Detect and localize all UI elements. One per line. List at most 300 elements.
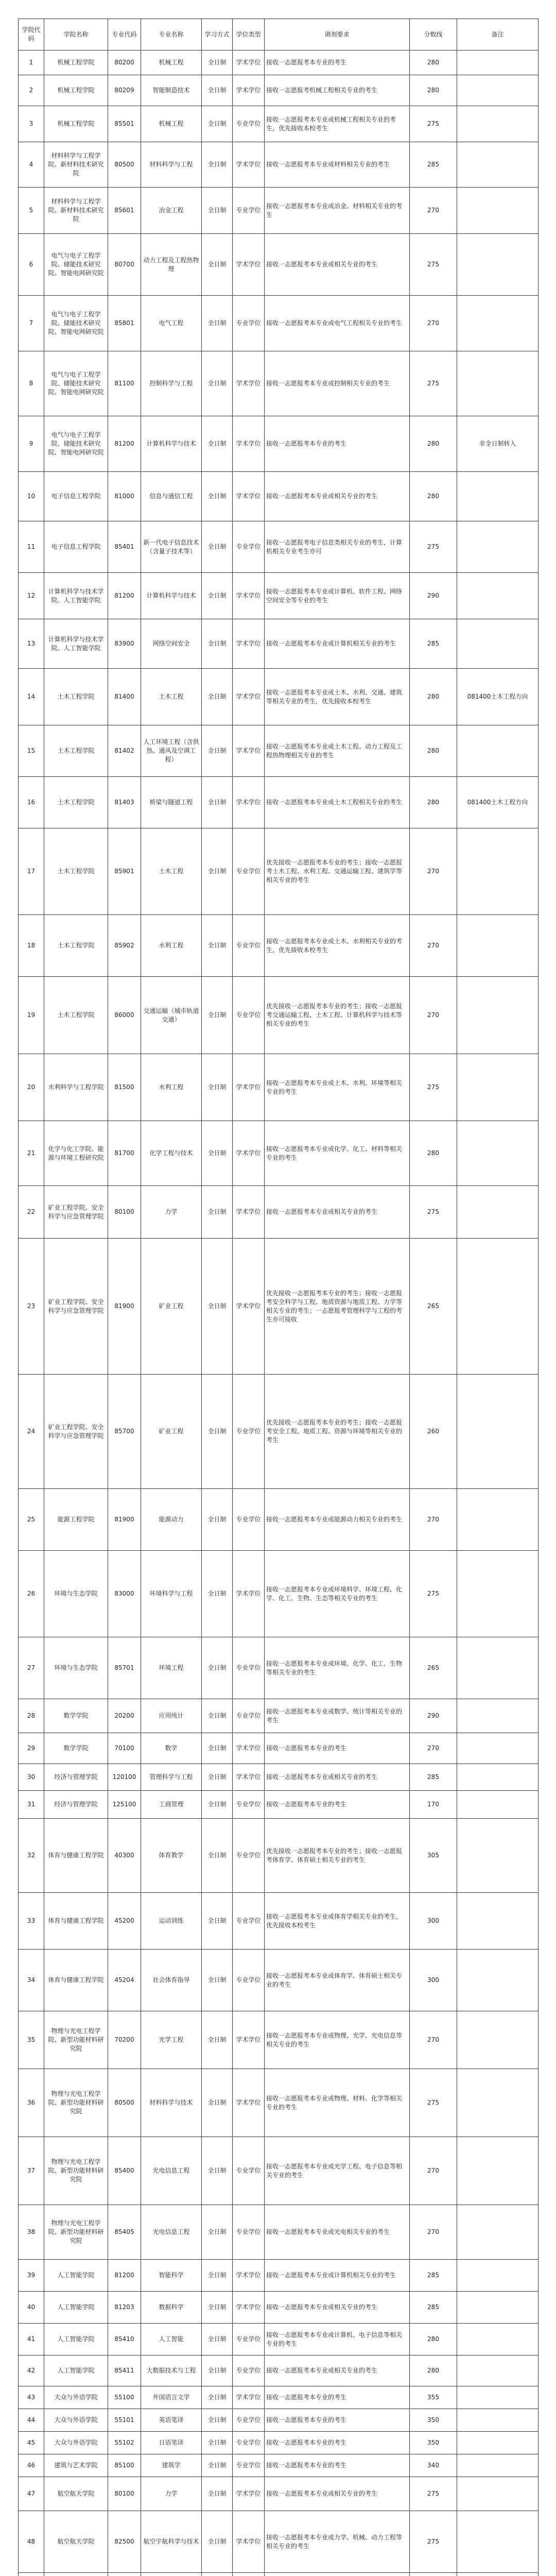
table-row [19,1733,538,1764]
cell-score-line: 260 [410,1375,457,1489]
cell-major-name: 控制科学与工程 [141,351,202,416]
cell-college-name: 土木工程学院 [44,977,108,1054]
cell-college-code: 3 [19,106,44,142]
cell-degree-type: 学术学位 [233,472,265,521]
cell-major-name: 材料科学与工程 [141,142,202,188]
cell-score-line: 275 [410,521,457,573]
cell-degree-type: 专业学位 [233,1489,265,1551]
cell-college-code: 35 [19,2011,44,2069]
cell-college-name: 矿业工程学院、安全科学与应急管理学院 [44,1375,108,1489]
cell-college-name: 化学与化工学院、能源与环境工程研究院 [44,1121,108,1186]
cell-major-name: 冶金工程 [141,188,202,234]
cell-study-mode: 全日制 [202,50,233,75]
cell-degree-type: 学术学位 [233,2069,265,2137]
cell-major-code: 85401 [108,521,141,573]
cell-major-name: 水利工程 [141,915,202,977]
cell-degree-type: 学术学位 [233,669,265,725]
cell-major-code: 80700 [108,234,141,296]
cell-study-mode: 全日制 [202,416,233,472]
cell-requirements: 接收一志愿报考本专业或物理、材料、化学等相关专业的考生 [265,2069,410,2137]
cell-college-name: 环境与生态学院 [44,1551,108,1637]
cell-degree-type: 专业学位 [233,828,265,915]
cell-score-line: 280 [410,50,457,75]
cell-major-name: 日语笔译 [141,2432,202,2454]
cell-major-code: 83900 [108,619,141,669]
cell-college-code: 40 [19,2292,44,2324]
cell-study-mode: 全日制 [202,521,233,573]
cell-notes [457,2454,538,2477]
cell-college-name: 数学学院 [44,1699,108,1733]
cell-major-name: 机械工程 [141,106,202,142]
cell-college-code: 30 [19,1764,44,1791]
cell-major-code: 80100 [108,1186,141,1239]
cell-major-name: 外国语言文学 [141,2386,202,2409]
cell-major-name: 矿业工程 [141,1375,202,1489]
cell-notes [457,2355,538,2386]
cell-notes [457,296,538,351]
cell-major-name: 大数据技术与工程 [141,2355,202,2386]
cell-score-line: 290 [410,1699,457,1733]
cell-score-line: 275 [410,1186,457,1239]
cell-score-line: 270 [410,188,457,234]
cell-college-code: 45 [19,2432,44,2454]
cell-requirements: 接收一志愿报考本专业或相关专业的考生 [265,2355,410,2386]
cell-notes [457,1551,538,1637]
table-row [19,2477,538,2511]
adjustment-table-page [18,19,538,2576]
cell-study-mode: 全日制 [202,234,233,296]
cell-score-line: 285 [410,2292,457,2324]
cell-requirements: 接收一志愿报考本专业或数学、统计等相关专业的考生 [265,1699,410,1733]
cell-major-code: 80100 [108,2477,141,2511]
table-row [19,828,538,915]
table-row [19,188,538,234]
table-row [19,2205,538,2260]
cell-study-mode: 全日制 [202,2011,233,2069]
cell-degree-type: 专业学位 [233,2355,265,2386]
cell-college-code: 41 [19,2324,44,2355]
cell-requirements: 接收一志愿报考本专业或土木、水利、交通、建筑等相关专业的考生，优先接收本校考生 [265,669,410,725]
cell-notes [457,1121,538,1186]
cell-requirements: 接收一志愿报考本专业或冶金、材料相关专业的考生 [265,188,410,234]
cell-college-name: 人工智能学院 [44,2324,108,2355]
cell-degree-type: 学术学位 [233,1121,265,1186]
cell-score-line: 350 [410,2409,457,2432]
cell-college-code: 21 [19,1121,44,1186]
cell-requirements: 接收一志愿报考本专业或计算机、电子信息等相关专业的考生 [265,2324,410,2355]
cell-degree-type: 专业学位 [233,106,265,142]
cell-study-mode: 全日制 [202,2355,233,2386]
cell-major-code: 55102 [108,2432,141,2454]
cell-score-line: 275 [410,2069,457,2137]
cell-study-mode: 全日制 [202,2454,233,2477]
cell-study-mode: 全日制 [202,1375,233,1489]
cell-major-name: 建筑学 [141,2454,202,2477]
cell-score-line: 270 [410,1733,457,1764]
table-row [19,573,538,619]
cell-college-code: 38 [19,2205,44,2260]
cell-college-code [19,2573,44,2576]
cell-major-code: 120100 [108,1764,141,1791]
cell-college-name: 经济与管理学院 [44,1764,108,1791]
cell-degree-type: 学术学位 [233,1054,265,1121]
table-row [19,1375,538,1489]
table-row [19,1893,538,1950]
cell-study-mode: 全日制 [202,106,233,142]
cell-requirements: 接收一志愿报考本专业或体育学、体育硕士相关专业的考生 [265,1950,410,2011]
cell-score-line: 270 [410,2137,457,2205]
cell-study-mode: 全日制 [202,296,233,351]
cell-requirements: 接收一志愿报考本专业或土木工程相关专业的考生 [265,777,410,828]
cell-college-name: 人工智能学院 [44,2292,108,2324]
cell-notes [457,1791,538,1819]
cell-requirements: 接收一志愿报考本专业或计算机相关专业的考生 [265,619,410,669]
table-row [19,1121,538,1186]
cell-degree-type: 专业学位 [233,1637,265,1699]
cell-requirements: 接收一志愿报考本专业或相关专业的考生 [265,2292,410,2324]
cell-major-code: 83000 [108,1551,141,1637]
table-row [19,1551,538,1637]
table-row [19,1186,538,1239]
cell-study-mode: 全日制 [202,2137,233,2205]
cell-degree-type [233,2573,265,2576]
cell-degree-type: 学术学位 [233,1551,265,1637]
cell-score-line: 280 [410,2324,457,2355]
cell-college-code: 9 [19,416,44,472]
header-requirements: 调剂要求 [265,19,410,50]
cell-college-code: 44 [19,2409,44,2432]
cell-major-name: 环境工程 [141,1637,202,1699]
cell-study-mode: 全日制 [202,1054,233,1121]
cell-study-mode: 全日制 [202,472,233,521]
cell-notes: 081400土木工程方向 [457,669,538,725]
cell-study-mode: 全日制 [202,1551,233,1637]
cell-college-code: 8 [19,351,44,416]
cell-college-code: 12 [19,573,44,619]
cell-notes [457,351,538,416]
cell-college-name: 大众与外语学院 [44,2409,108,2432]
cell-requirements: 接收一志愿报考本专业或材料相关专业的考生 [265,142,410,188]
cell-notes [457,2477,538,2511]
cell-college-code: 34 [19,1950,44,2011]
cell-score-line: 280 [410,416,457,472]
cell-college-code: 39 [19,2260,44,2292]
cell-study-mode: 全日制 [202,1733,233,1764]
cell-requirements: 接收一志愿报考本专业或体育学相关专业的考生，优先接收本校考生 [265,1893,410,1950]
cell-college-code: 28 [19,1699,44,1733]
cell-college-name: 电气与电子工程学院、储能技术研究院、智能电网研究院 [44,296,108,351]
cell-major-name: 桥梁与隧道工程 [141,777,202,828]
cell-degree-type: 学术学位 [233,2477,265,2511]
table-header-row [19,19,538,50]
cell-requirements: 接收一志愿报考本专业或环境科学、环境工程、化学、化工、生物、生态等相关专业的考生 [265,1551,410,1637]
cell-notes [457,2069,538,2137]
cell-degree-type: 学术学位 [233,2260,265,2292]
cell-score-line: 280 [410,777,457,828]
cell-notes [457,521,538,573]
cell-requirements: 接收一志愿报考本专业或土木工程、动力工程及工程热物理相关专业的考生 [265,725,410,777]
cell-study-mode: 全日制 [202,2409,233,2432]
cell-college-name: 电子信息工程学院 [44,472,108,521]
table-row [19,725,538,777]
cell-major-code: 81203 [108,2292,141,2324]
cell-score-line: 275 [410,2511,457,2573]
cell-college-code: 48 [19,2511,44,2573]
cell-college-code: 18 [19,915,44,977]
table-row [19,2432,538,2454]
cell-study-mode: 全日制 [202,2069,233,2137]
cell-degree-type: 学术学位 [233,2292,265,2324]
cell-score-line: 340 [410,2454,457,2477]
cell-score-line: 275 [410,351,457,416]
table-row [19,472,538,521]
cell-college-code: 2 [19,75,44,106]
cell-requirements: 优先接收一志愿报考本专业的考生；接收一志愿报考交通运输工程、土木工程、计算机科学与技术等相关专业的考生 [265,977,410,1054]
cell-study-mode [202,2573,233,2576]
cell-major-name: 智能科学 [141,2260,202,2292]
cell-score-line: 350 [410,2432,457,2454]
cell-degree-type: 专业学位 [233,296,265,351]
cell-college-name: 体育与健康工程学院 [44,1950,108,2011]
cell-major-name: 化学工程与技术 [141,1121,202,1186]
cell-study-mode: 全日制 [202,619,233,669]
cell-major-code: 70100 [108,1733,141,1764]
cell-major-code: 86000 [108,977,141,1054]
cell-major-code: 81200 [108,573,141,619]
cell-major-name: 人工智能 [141,2324,202,2355]
cell-college-name: 机械工程学院 [44,106,108,142]
table-row [19,2011,538,2069]
cell-degree-type: 专业学位 [233,1819,265,1893]
cell-college-name: 电气与电子工程学院、储能技术研究院、智能电网研究院 [44,234,108,296]
cell-major-code: 85100 [108,2454,141,2477]
table-row [19,2137,538,2205]
cell-study-mode: 全日制 [202,1950,233,2011]
cell-notes [457,2324,538,2355]
cell-degree-type: 学术学位 [233,777,265,828]
cell-degree-type: 学术学位 [233,234,265,296]
cell-major-code: 55100 [108,2386,141,2409]
cell-requirements: 接收一志愿报考本专业或机械工程相关专业的考生，优先接收本校考生 [265,106,410,142]
cell-major-code: 85411 [108,2355,141,2386]
cell-college-code: 22 [19,1186,44,1239]
cell-major-name: 管理科学与工程 [141,1764,202,1791]
cell-major-name [141,2573,202,2576]
cell-requirements: 接收一志愿报考本专业或相关专业的考生 [265,1764,410,1791]
table-body [19,50,538,2576]
adjustment-table [18,19,538,2576]
cell-score-line: 280 [410,725,457,777]
cell-study-mode: 全日制 [202,351,233,416]
cell-notes [457,1239,538,1375]
cell-degree-type: 专业学位 [233,521,265,573]
cell-notes [457,828,538,915]
cell-major-name: 能源动力 [141,1489,202,1551]
cell-major-name: 土木工程 [141,828,202,915]
cell-notes [457,1054,538,1121]
cell-college-name: 体育与健康工程学院 [44,1893,108,1950]
cell-study-mode: 全日制 [202,1893,233,1950]
cell-notes [457,1733,538,1764]
cell-major-code: 40300 [108,1819,141,1893]
cell-college-name: 经济与管理学院 [44,1791,108,1819]
cell-degree-type: 学术学位 [233,2386,265,2409]
cell-notes [457,915,538,977]
cell-major-code [108,2573,141,2576]
cell-college-code: 10 [19,472,44,521]
cell-score-line: 280 [410,2355,457,2386]
cell-requirements: 接收一志愿报考本专业的考生 [265,50,410,75]
cell-degree-type: 专业学位 [233,1950,265,2011]
cell-degree-type: 专业学位 [233,915,265,977]
cell-college-name: 大众与外语学院 [44,2386,108,2409]
table-row [19,2409,538,2432]
cell-study-mode: 全日制 [202,1239,233,1375]
cell-college-code: 29 [19,1733,44,1764]
cell-score-line: 300 [410,1950,457,2011]
cell-major-name: 土木工程 [141,669,202,725]
cell-study-mode: 全日制 [202,1121,233,1186]
table-row [19,1489,538,1551]
cell-study-mode: 全日制 [202,828,233,915]
cell-notes [457,1764,538,1791]
cell-major-name: 计算机科学与技术 [141,573,202,619]
cell-major-name: 水利工程 [141,1054,202,1121]
header-notes: 备注 [457,19,538,50]
cell-major-code: 80209 [108,75,141,106]
cell-notes [457,1186,538,1239]
cell-major-code: 80200 [108,50,141,75]
cell-major-code: 85700 [108,1375,141,1489]
cell-requirements: 接收一志愿报考本专业或土木、水利相关专业的考生，优先接收本校考生 [265,915,410,977]
cell-college-name [44,2573,108,2576]
table-row [19,1791,538,1819]
cell-college-code: 46 [19,2454,44,2477]
cell-requirements: 接收一志愿报考本专业或光学工程、电子信息等相关专业的考生 [265,2137,410,2205]
cell-requirements: 接收一志愿报考本专业或土木、水利、环境等相关专业的考生 [265,1054,410,1121]
cell-requirements: 接收一志愿报考本专业或相关专业的考生 [265,1186,410,1239]
cell-college-code: 6 [19,234,44,296]
cell-score-line: 275 [410,1054,457,1121]
cell-notes [457,1637,538,1699]
table-row [19,2573,538,2576]
cell-score-line: 270 [410,977,457,1054]
cell-major-name: 力学 [141,1186,202,1239]
cell-requirements: 接收一志愿报考本专业或相关专业的考生 [265,2477,410,2511]
cell-notes [457,2409,538,2432]
header-major-name: 专业名称 [141,19,202,50]
cell-college-name: 大众与外语学院 [44,2432,108,2454]
cell-study-mode: 全日制 [202,2386,233,2409]
cell-college-code: 15 [19,725,44,777]
cell-degree-type: 学术学位 [233,351,265,416]
cell-notes [457,2386,538,2409]
cell-college-code: 13 [19,619,44,669]
cell-requirements: 接收一志愿报考本专业的考生 [265,2432,410,2454]
cell-major-name: 机械工程 [141,50,202,75]
cell-college-code: 11 [19,521,44,573]
table-row [19,1054,538,1121]
cell-major-name: 信息与通信工程 [141,472,202,521]
table-row [19,977,538,1054]
cell-college-name: 土木工程学院 [44,669,108,725]
cell-study-mode: 全日制 [202,2292,233,2324]
cell-requirements: 优先接收一志愿报考本专业的考生；接收一志愿报考体育学、体育硕士相关专业的考生 [265,1819,410,1893]
cell-college-code: 23 [19,1239,44,1375]
cell-requirements: 优先接收一志愿报考本专业的考生；接收一志愿报考安全工程、地质工程、资源与环境等相关专业的考生 [265,1375,410,1489]
cell-notes [457,2011,538,2069]
cell-score-line: 285 [410,619,457,669]
cell-score-line: 270 [410,2205,457,2260]
table-row [19,296,538,351]
cell-score-line: 280 [410,1121,457,1186]
cell-college-name: 计算机科学与技术学院、人工智能学院 [44,573,108,619]
cell-study-mode: 全日制 [202,573,233,619]
cell-major-name: 社会体育指导 [141,1950,202,2011]
cell-requirements: 接收一志愿报考机械工程相关专业的考生 [265,75,410,106]
table-row [19,2260,538,2292]
cell-major-name: 材料科学与技术 [141,2069,202,2137]
table-row [19,2355,538,2386]
cell-degree-type: 专业学位 [233,2409,265,2432]
cell-notes [457,1950,538,2011]
cell-requirements: 接收一志愿报考本专业或电气工程相关专业的考生 [265,296,410,351]
table-row [19,75,538,106]
cell-college-code: 36 [19,2069,44,2137]
cell-major-name: 动力工程及工程热物理 [141,234,202,296]
cell-notes [457,2205,538,2260]
table-row [19,915,538,977]
cell-major-name: 智能制造技术 [141,75,202,106]
cell-study-mode: 全日制 [202,1819,233,1893]
cell-college-name: 能源工程学院 [44,1489,108,1551]
cell-notes: 非全日制转入 [457,416,538,472]
cell-score-line: 290 [410,573,457,619]
cell-requirements: 接收一志愿报考本专业或计算机相关专业的考生 [265,2260,410,2292]
cell-requirements: 接收一志愿报考本专业的考生 [265,1733,410,1764]
cell-college-name: 计算机科学与技术学院、人工智能学院 [44,619,108,669]
cell-degree-type: 学术学位 [233,416,265,472]
cell-college-name: 航空航天学院 [44,2477,108,2511]
cell-study-mode: 全日制 [202,2511,233,2573]
cell-college-name: 矿业工程学院、安全科学与应急管理学院 [44,1186,108,1239]
table-row [19,416,538,472]
cell-degree-type: 专业学位 [233,1699,265,1733]
cell-college-name: 电气与电子工程学院、储能技术研究院、智能电网研究院 [44,416,108,472]
table-row [19,777,538,828]
table-row [19,619,538,669]
cell-major-code: 45204 [108,1950,141,2011]
table-row [19,351,538,416]
table-row [19,142,538,188]
cell-notes [457,977,538,1054]
cell-score-line: 275 [410,2477,457,2511]
cell-degree-type: 专业学位 [233,2454,265,2477]
cell-college-code: 47 [19,2477,44,2511]
cell-college-name: 数学学院 [44,1733,108,1764]
cell-major-name: 人工环境工程（含供热、通风及空调工程） [141,725,202,777]
cell-major-code: 85410 [108,2324,141,2355]
cell-score-line: 275 [410,234,457,296]
cell-study-mode: 全日制 [202,1699,233,1733]
cell-college-code: 37 [19,2137,44,2205]
table-row [19,2324,538,2355]
header-college-name: 学院名称 [44,19,108,50]
cell-college-name: 建筑与艺术学院 [44,2454,108,2477]
cell-degree-type: 学术学位 [233,1764,265,1791]
cell-score-line: 275 [410,1551,457,1637]
cell-major-code: 85701 [108,1637,141,1699]
